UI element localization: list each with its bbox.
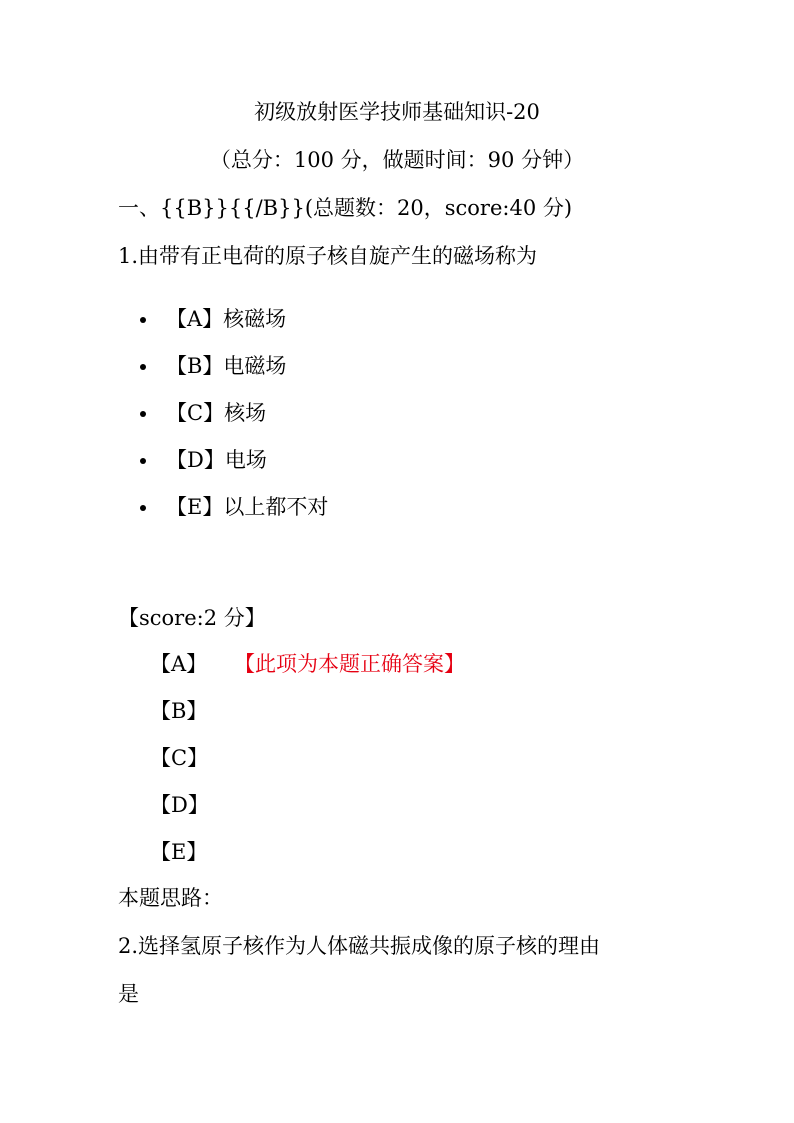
document-subtitle: （总分：100 分，做题时间：90 分钟） — [209, 148, 585, 172]
question-2-text-continued: 是 — [118, 982, 139, 1006]
answer-key-d: 【D】 — [150, 793, 209, 817]
answer-row-d — [150, 791, 210, 838]
bullet-icon — [140, 317, 146, 323]
answer-row-c — [150, 744, 210, 791]
document-title: 初级放射医学技师基础知识-20 — [254, 100, 540, 124]
explanation-label: 本题思路： — [118, 886, 223, 910]
answer-key-b: 【B】 — [150, 699, 208, 723]
option-d-label: 【D】电场 — [166, 448, 267, 472]
bullet-icon — [140, 364, 146, 370]
answer-row-b — [150, 697, 210, 744]
answer-row-a — [150, 650, 465, 697]
option-b-label: 【B】电磁场 — [166, 354, 287, 378]
option-c — [140, 399, 328, 446]
option-d — [140, 446, 328, 493]
question-1-score: 【score:2 分】 — [118, 606, 266, 630]
answer-row-e — [150, 838, 210, 885]
answer-key-list — [150, 650, 465, 885]
answer-key-c: 【C】 — [150, 746, 209, 770]
bullet-icon — [140, 505, 146, 511]
option-a-label: 【A】核磁场 — [166, 307, 287, 331]
question-1-text: 1.由带有正电荷的原子核自旋产生的磁场称为 — [118, 244, 538, 268]
option-e — [140, 493, 328, 540]
question-2-text: 2.选择氢原子核作为人体磁共振成像的原子核的理由 — [118, 934, 601, 958]
option-b — [140, 352, 328, 399]
correct-answer-mark: 【此项为本题正确答案】 — [234, 652, 465, 676]
option-e-label: 【E】以上都不对 — [166, 495, 329, 519]
section-header: 一、{{B}}{{/B}}(总题数：20，score:40 分) — [118, 196, 573, 220]
bullet-icon — [140, 411, 146, 417]
question-1-options — [140, 305, 328, 540]
bullet-icon — [140, 458, 146, 464]
option-c-label: 【C】核场 — [166, 401, 267, 425]
answer-key-e: 【E】 — [150, 840, 208, 864]
option-a — [140, 305, 328, 352]
answer-key-a: 【A】 — [150, 652, 208, 676]
